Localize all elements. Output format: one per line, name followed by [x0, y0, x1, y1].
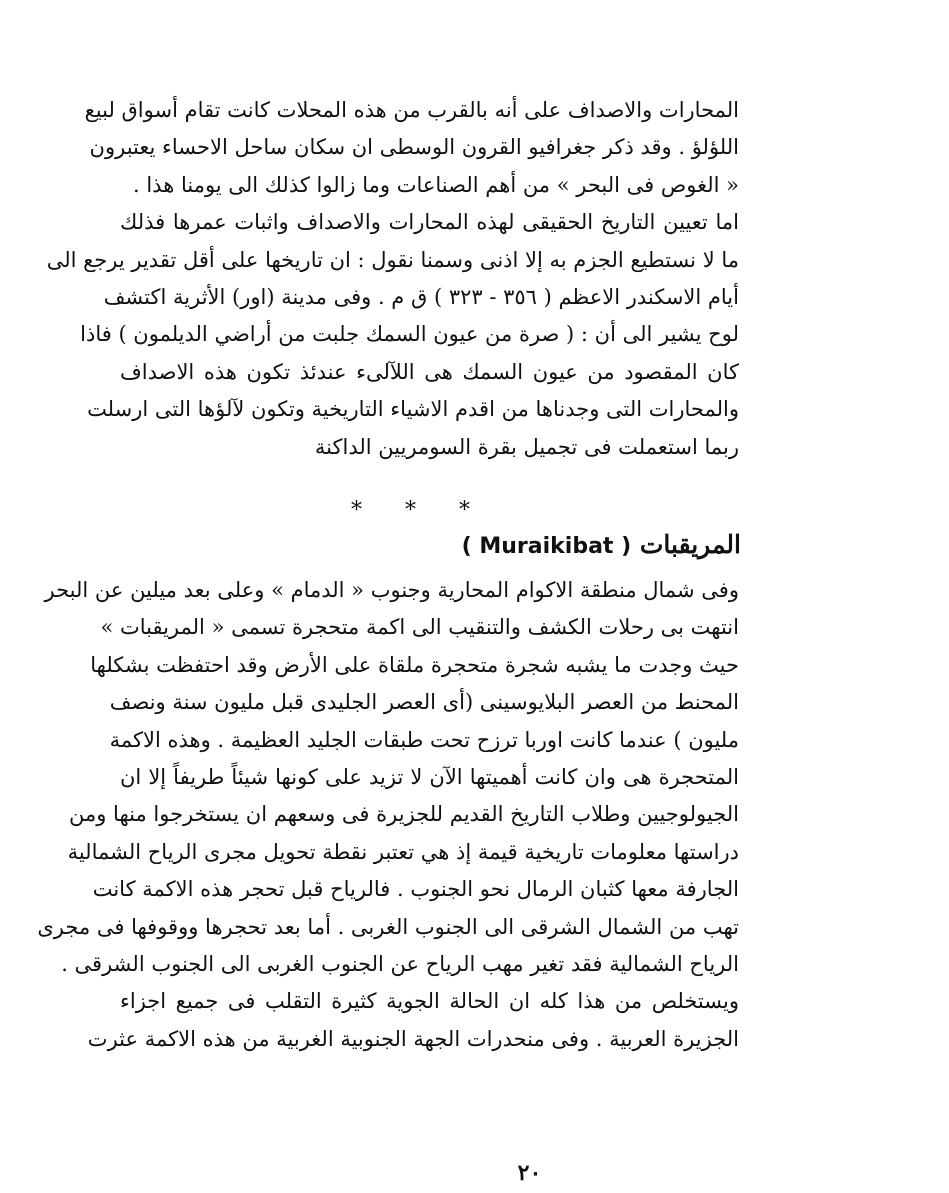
text-line: « الغوص فى البحر » من أهم الصناعات وما زالوا كذلك الى يومنا هذا .: [133, 172, 739, 197]
section-heading-latin: ( Muraikibat ): [461, 534, 632, 559]
text-line: لوح يشير الى أن : ( صرة من عيون السمك جلبت من أراضي الديلمون ) فاذا: [80, 322, 739, 347]
text-line: الجزيرة العربية . وفى منحدرات الجهة الجنوبية الغربية من هذه الاكمة عثرت: [87, 1026, 739, 1051]
section-divider: * * *: [351, 498, 488, 523]
text-line: ربما استعملت فى تجميل بقرة السومريين الداكنة: [314, 434, 739, 459]
text-line: الجارفة معها كثبان الرمال نحو الجنوب . فالرياح قبل تحجر هذه الاكمة كانت: [92, 877, 739, 902]
text-line: المحنط من العصر البلايوسينى (أى العصر الجليدى قبل مليون سنة ونصف: [109, 690, 739, 715]
text-line: انتهت بى رحلات الكشف والتنقيب الى اكمة متحجرة تسمى « المريقبات »: [100, 615, 739, 640]
paragraph-block-bottom: [37, 572, 739, 1058]
paragraph-block-top: [46, 92, 739, 466]
page-number: ٢٠: [517, 1160, 542, 1186]
text-line: أيام الاسكندر الاعظم ( ٣٥٦ - ٣٢٣ ) ق م . وفى مدينة (اور) الأثرية اكتشف: [103, 284, 739, 309]
section-heading-arabic: المريقبات: [639, 530, 741, 559]
text-line: المحارات والاصداف على أنه بالقرب من هذه المحلات كانت تقام أسواق لبيع: [84, 98, 739, 122]
text-line: المتحجرة هى وان كانت أهميتها الآن لا تزيد على كونها شيئاً طريفاً إلا ان: [120, 764, 739, 789]
text-line: الرياح الشمالية فقد تغير مهب الرياح عن الجنوب الغربى الى الجنوب الشرقى .: [61, 951, 739, 976]
text-line: دراستها معلومات تاريخية قيمة إذ هي تعتبر نقطة تحويل مجرى الرياح الشمالية: [67, 839, 739, 864]
text-line: ما لا نستطيع الجزم به إلا اذنى وسمنا نقول : ان تاريخها على أقل تقدير يرجع الى: [46, 247, 739, 272]
text-line: الجيولوجيين وطلاب التاريخ القديم للجزيرة فى وسعهم ان يستخرجوا منها ومن: [69, 802, 739, 827]
text-line: اما تعيين التاريخ الحقيقى لهذه المحارات والاصداف واثبات عمرها فذلك: [120, 210, 739, 235]
text-line: وفى شمال منطقة الاكوام المحارية وجنوب « الدمام » وعلى بعد ميلين عن البحر: [44, 578, 739, 602]
text-line: اللؤلؤ . وقد ذكر جغرافيو القرون الوسطى ان سكان ساحل الاحساء يعتبرون: [89, 135, 739, 160]
text-line: ويستخلص من هذا كله ان الحالة الجوية كثيرة التقلب فى جميع اجزاء: [120, 989, 739, 1014]
text-line: كان المقصود من عيون السمك هى اللآلىء عندئذ تكون هذه الاصداف: [120, 359, 739, 384]
text-line: حيث وجدت ما يشبه شجرة متحجرة ملقاة على الأرض وقد احتفظت بشكلها: [90, 652, 739, 677]
text-line: والمحارات التى وجدناها من اقدم الاشياء التاريخية وتكون لآلؤها التى ارسلت: [87, 397, 739, 422]
text-line: تهب من الشمال الشرقى الى الجنوب الغربى . أما بعد تحجرها ووقوفها فى مجرى: [37, 914, 739, 939]
section-heading: [462, 530, 741, 559]
text-line: مليون ) عندما كانت اوربا ترزح تحت طبقات الجليد العظيمة . وهذه الاكمة: [109, 727, 739, 752]
